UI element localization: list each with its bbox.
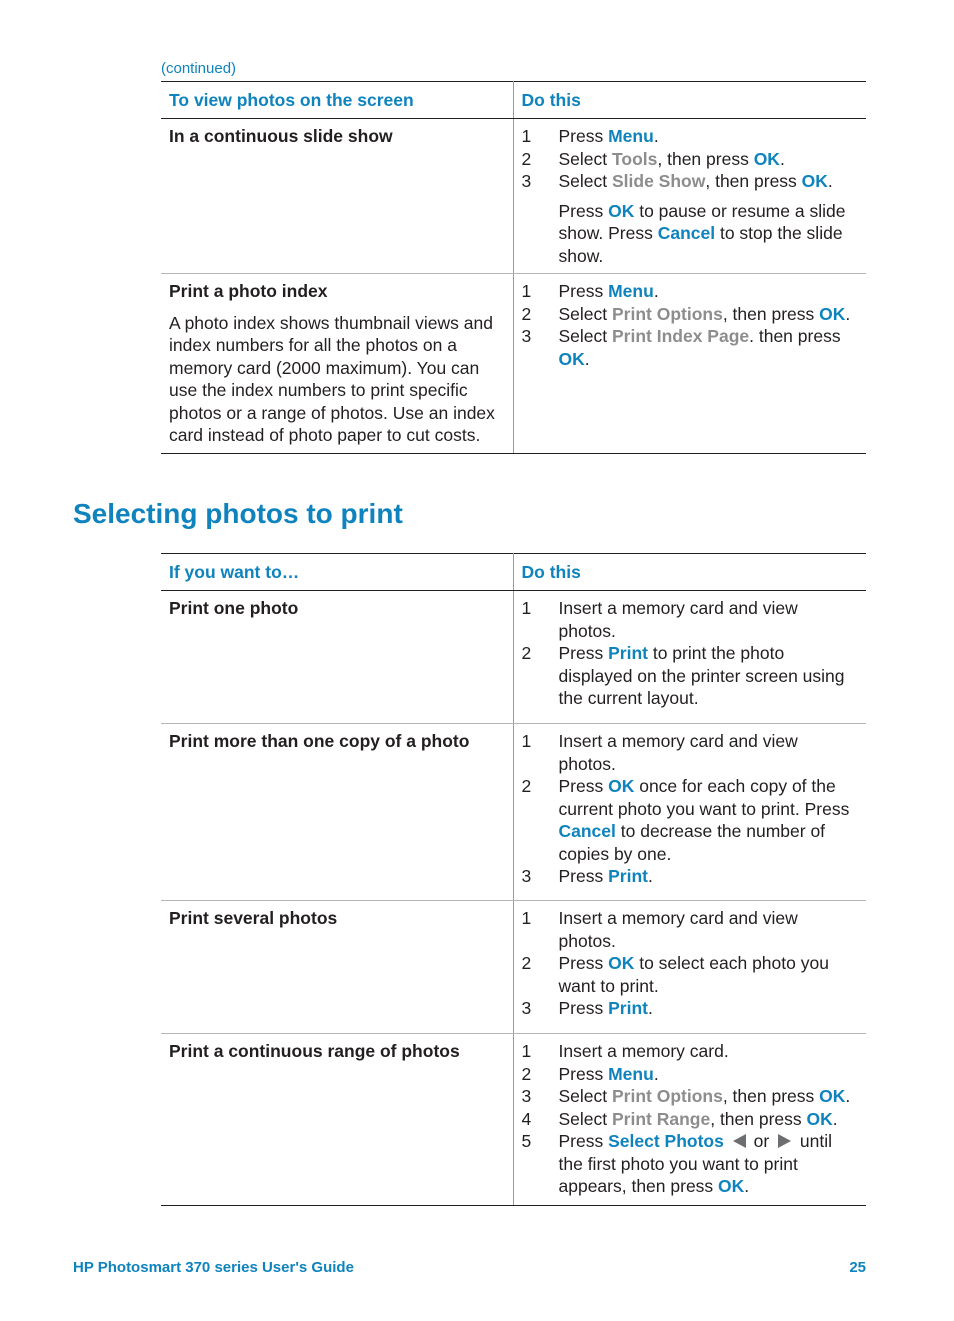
step-text: Insert a memory card. <box>558 1041 729 1061</box>
step-item <box>522 325 859 370</box>
step-number: 1 <box>521 1041 532 1061</box>
button-name: Cancel <box>558 821 616 841</box>
steps-cell <box>513 274 866 454</box>
step-item <box>522 125 859 148</box>
step-item <box>522 303 859 326</box>
step-text: Press Print to print the photo displayed on the printer screen using the current layout. <box>558 643 845 708</box>
button-name: Cancel <box>657 223 716 243</box>
table-header-row <box>161 82 866 119</box>
button-name: Select Photos <box>608 1131 724 1151</box>
steps-list <box>522 125 859 193</box>
steps-cell <box>513 901 866 1034</box>
menu-item-name: Slide Show <box>612 171 706 191</box>
task-cell <box>161 724 513 901</box>
step-item <box>522 730 859 775</box>
select-photos-table <box>161 553 866 1206</box>
page-number: 25 <box>849 1259 866 1276</box>
step-item <box>522 1063 859 1086</box>
button-name: OK <box>806 1108 833 1129</box>
step-number: 2 <box>521 303 532 324</box>
continued-label: (continued) <box>161 60 237 77</box>
step-text: Select Slide Show, then press OK. <box>558 171 833 191</box>
view-photos-table <box>161 81 866 454</box>
step-item <box>522 280 859 303</box>
row-title: Print several photos <box>169 908 338 928</box>
step-number: 2 <box>521 953 532 973</box>
row-description: A photo index shows thumbnail views and index numbers for all the photos on a memory card (2000 maximum). You can use the index numbers to print specific photos or a range of photos. Use an index card instead of photo paper to cut costs. <box>169 312 495 445</box>
step-item <box>522 907 859 952</box>
steps-list <box>522 597 859 710</box>
column-header-task: If you want to… <box>161 554 513 591</box>
step-item <box>522 1130 859 1198</box>
step-text: Insert a memory card and view photos. <box>558 731 798 774</box>
menu-item-name: Print Range <box>612 1108 711 1129</box>
step-text: Press Select Photos or until the first photo you want to print appears, then press OK. <box>558 1131 832 1196</box>
table-row <box>161 901 866 1034</box>
table-row <box>161 274 866 454</box>
steps-cell <box>513 1034 866 1206</box>
step-number: 1 <box>521 598 532 618</box>
step-item <box>522 952 859 997</box>
button-name: OK <box>608 200 635 221</box>
step-number: 2 <box>521 148 532 169</box>
step-text: Select Print Options, then press OK. <box>558 1086 851 1106</box>
table-row <box>161 724 866 901</box>
step-item <box>522 997 859 1020</box>
task-cell <box>161 1034 513 1206</box>
steps-list <box>522 280 859 370</box>
step-item <box>522 1085 859 1108</box>
menu-item-name: Print Index Page <box>612 326 750 346</box>
left-arrow-icon <box>733 1134 746 1148</box>
button-name: OK <box>608 776 635 796</box>
button-name: OK <box>819 1086 846 1106</box>
button-name: OK <box>819 303 846 324</box>
step-text: Press OK to select each photo you want to print. <box>558 953 829 996</box>
step-text: Press OK once for each copy of the current photo you want to print. Press Cancel to decrease the number of copies by one. <box>558 776 850 864</box>
column-header-do-this: Do this <box>513 554 866 591</box>
step-number: 2 <box>521 643 532 663</box>
step-text: Insert a memory card and view photos. <box>558 908 798 951</box>
right-arrow-icon <box>778 1134 791 1148</box>
step-item <box>522 597 859 642</box>
step-text: Select Print Options, then press OK. <box>558 303 851 324</box>
column-header-task: To view photos on the screen <box>161 82 513 119</box>
step-text: Select Print Index Page. then press OK. <box>558 326 841 369</box>
steps-list <box>522 1040 859 1198</box>
step-number: 5 <box>521 1131 532 1151</box>
step-text: Press Menu. <box>558 281 659 301</box>
step-number: 2 <box>521 1063 532 1084</box>
button-name: OK <box>801 171 828 191</box>
step-item <box>522 1108 859 1131</box>
footer-guide-title: HP Photosmart 370 series User's Guide <box>73 1259 354 1276</box>
table-row <box>161 1034 866 1206</box>
steps-cell <box>513 119 866 274</box>
button-name: Menu <box>608 126 654 146</box>
button-name: OK <box>718 1176 745 1196</box>
button-name: Menu <box>608 1063 654 1084</box>
task-cell <box>161 901 513 1034</box>
step-item <box>522 865 859 888</box>
table-row <box>161 119 866 274</box>
steps-cell <box>513 724 866 901</box>
button-name: Print <box>608 998 648 1018</box>
menu-item-name: Tools <box>612 148 658 169</box>
button-name: OK <box>558 348 585 369</box>
task-cell <box>161 591 513 724</box>
row-title: Print more than one copy of a photo <box>169 731 470 751</box>
step-item <box>522 148 859 171</box>
table-header-row <box>161 554 866 591</box>
step-text: Insert a memory card and view photos. <box>558 598 798 641</box>
section-title: Selecting photos to print <box>73 498 403 529</box>
step-text: Press Print. <box>558 866 653 886</box>
column-header-do-this: Do this <box>513 82 866 119</box>
step-number: 2 <box>521 776 532 796</box>
button-name: Menu <box>608 281 654 301</box>
step-item <box>522 170 859 193</box>
step-text: Press Menu. <box>558 1063 659 1084</box>
steps-cell <box>513 591 866 724</box>
button-name: Print <box>608 643 648 663</box>
row-title: Print a continuous range of photos <box>169 1041 460 1061</box>
step-item <box>522 1040 859 1063</box>
step-number: 3 <box>521 1086 532 1106</box>
task-cell <box>161 274 513 454</box>
row-title: Print one photo <box>169 598 299 618</box>
step-note: Press OK to pause or resume a slide show. Press Cancel to stop the slide show. <box>558 200 846 266</box>
steps-list <box>522 730 859 888</box>
step-number: 1 <box>521 731 532 751</box>
menu-item-name: Print Options <box>612 303 723 324</box>
step-number: 3 <box>521 326 532 346</box>
task-cell <box>161 119 513 274</box>
table-row <box>161 591 866 724</box>
step-item <box>522 775 859 865</box>
button-name: Print <box>608 866 648 886</box>
step-text: Select Tools, then press OK. <box>558 148 785 169</box>
step-number: 3 <box>521 998 532 1018</box>
step-number: 1 <box>521 908 532 928</box>
step-text: Press Print. <box>558 998 653 1018</box>
step-number: 3 <box>521 171 532 191</box>
step-text: Press Menu. <box>558 126 659 146</box>
button-name: OK <box>608 953 635 973</box>
step-number: 1 <box>521 126 532 146</box>
step-item <box>522 642 859 710</box>
step-number: 1 <box>521 281 532 301</box>
step-number: 4 <box>521 1108 532 1129</box>
row-title: In a continuous slide show <box>169 126 393 146</box>
step-text: Select Print Range, then press OK. <box>558 1108 838 1129</box>
steps-list <box>522 907 859 1020</box>
row-title: Print a photo index <box>169 281 328 301</box>
step-number: 3 <box>521 866 532 886</box>
button-name: OK <box>753 148 780 169</box>
menu-item-name: Print Options <box>612 1086 723 1106</box>
